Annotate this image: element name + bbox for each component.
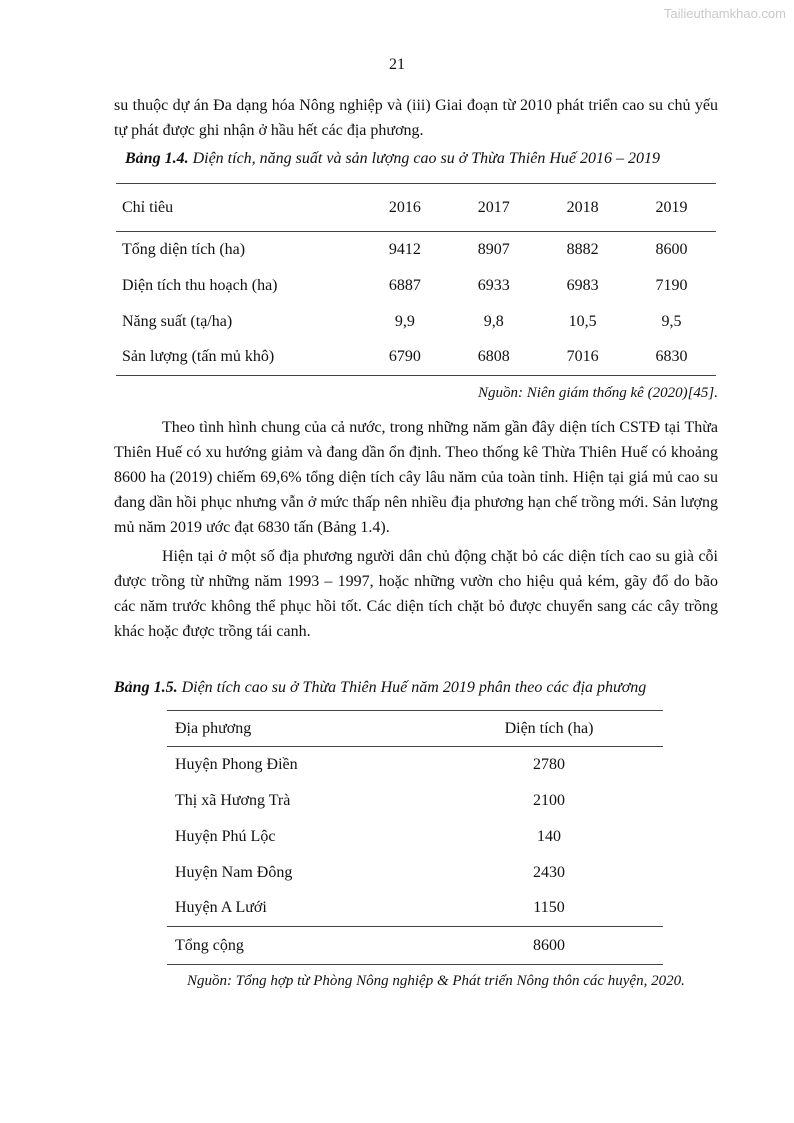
table-row	[167, 891, 663, 927]
table-cell: 6830	[655, 348, 688, 366]
table-cell: 6790	[388, 348, 421, 366]
row-label: Huyện Nam Đông	[175, 863, 293, 881]
row-label: Diện tích thu hoạch (ha)	[122, 276, 278, 294]
row-label: Thị xã Hương Trà	[175, 791, 291, 809]
table-cell: 1150	[533, 899, 565, 917]
table-1-4-source: Nguồn: Niên giám thống kê (2020)[45].	[478, 385, 718, 401]
table-1-5-caption	[114, 679, 646, 697]
table-row	[116, 340, 716, 376]
row-label: Năng suất (tạ/ha)	[122, 312, 233, 330]
column-header-area: Diện tích (ha)	[504, 719, 594, 737]
column-header-2019: 2019	[655, 198, 688, 216]
table-1-4	[116, 183, 716, 376]
column-header-locality: Địa phương	[175, 719, 252, 737]
row-label: Sản lượng (tấn mủ khô)	[122, 348, 275, 366]
table-cell: 9,8	[483, 312, 504, 330]
table-header-row	[167, 711, 663, 747]
column-header-2016: 2016	[388, 198, 421, 216]
table-1-5	[167, 710, 663, 965]
page-number: 21	[389, 56, 405, 73]
table-cell: 6933	[477, 276, 510, 294]
table-total-row	[167, 927, 663, 965]
table-cell: 8882	[566, 240, 599, 258]
table-header-row	[116, 184, 716, 232]
table-1-5-caption-label: Bảng 1.5.	[114, 679, 178, 696]
table-cell: 2100	[533, 791, 565, 809]
table-cell: 9412	[388, 240, 421, 258]
table-cell: 140	[537, 827, 561, 845]
table-row	[167, 855, 663, 891]
table-1-4-caption-label: Bảng 1.4.	[125, 150, 189, 167]
row-label: Tổng diện tích (ha)	[122, 240, 246, 258]
row-label: Huyện Phong Điền	[175, 755, 298, 773]
paragraph-3: Hiện tại ở một số địa phương người dân chủ động chặt bỏ các diện tích cao su già cỗi được trồng từ những năm 1993 – 1997, hoặc những vườn cho hiệu quả kém, gãy đổ do bão các năm trước không thể phục hồi tốt. Các diện tích chặt bỏ được chuyển sang các cây trồng khác hoặc được trồng tái canh.	[114, 548, 718, 640]
table-cell: 9,5	[661, 312, 682, 330]
table-row	[167, 783, 663, 819]
table-row	[167, 819, 663, 855]
table-1-5-caption-text: Diện tích cao su ở Thừa Thiên Huế năm 2019 phân theo các địa phương	[177, 679, 647, 696]
intro-paragraph: su thuộc dự án Đa dạng hóa Nông nghiệp và (iii) Giai đoạn từ 2010 phát triển cao su chủ yếu tự phát được ghi nhận ở hầu hết các địa phương.	[114, 97, 718, 139]
table-1-4-caption-text: Diện tích, năng suất và sản lượng cao su ở Thừa Thiên Huế 2016 – 2019	[188, 150, 660, 167]
table-cell: 10,5	[568, 312, 597, 330]
table-cell: 8907	[477, 240, 510, 258]
table-row	[116, 232, 716, 268]
watermark: Tailieuthamkhao.com	[663, 6, 786, 21]
table-cell: 6808	[477, 348, 510, 366]
row-label: Huyện Phú Lộc	[175, 827, 276, 845]
column-header-2018: 2018	[566, 198, 599, 216]
table-row	[116, 268, 716, 304]
paragraph-2: Theo tình hình chung của cả nước, trong những năm gần đây diện tích CSTĐ tại Thừa Thiên Huế có xu hướng giảm và đang dần ổn định. Theo thống kê Thừa Thiên Huế có khoảng 8600 ha (2019) chiếm 69,6% tổng diện tích cây lâu năm của toàn tỉnh. Hiện tại giá mủ cao su đang dần hồi phục nhưng vẫn ở mức thấp nên nhiều địa phương hạn chế trồng mới. Sản lượng mủ năm 2019 ước đạt 6830 tấn (Bảng 1.4).	[114, 419, 718, 536]
table-cell: 7190	[655, 276, 688, 294]
total-label: Tổng cộng	[175, 936, 244, 954]
table-cell: 7016	[566, 348, 599, 366]
table-cell: 6983	[566, 276, 599, 294]
total-value: 8600	[533, 936, 565, 954]
table-cell: 2430	[533, 863, 565, 881]
table-row	[167, 747, 663, 783]
table-cell: 2780	[533, 755, 565, 773]
table-cell: 8600	[655, 240, 688, 258]
table-1-5-source: Nguồn: Tổng hợp từ Phòng Nông nghiệp & Phát triển Nông thôn các huyện, 2020.	[187, 973, 685, 989]
table-cell: 9,9	[394, 312, 415, 330]
row-label: Huyện A Lưới	[175, 899, 267, 917]
table-1-4-caption	[125, 150, 660, 168]
column-header-indicator: Chỉ tiêu	[122, 198, 174, 216]
table-cell: 6887	[388, 276, 421, 294]
table-row	[116, 304, 716, 340]
column-header-2017: 2017	[477, 198, 510, 216]
